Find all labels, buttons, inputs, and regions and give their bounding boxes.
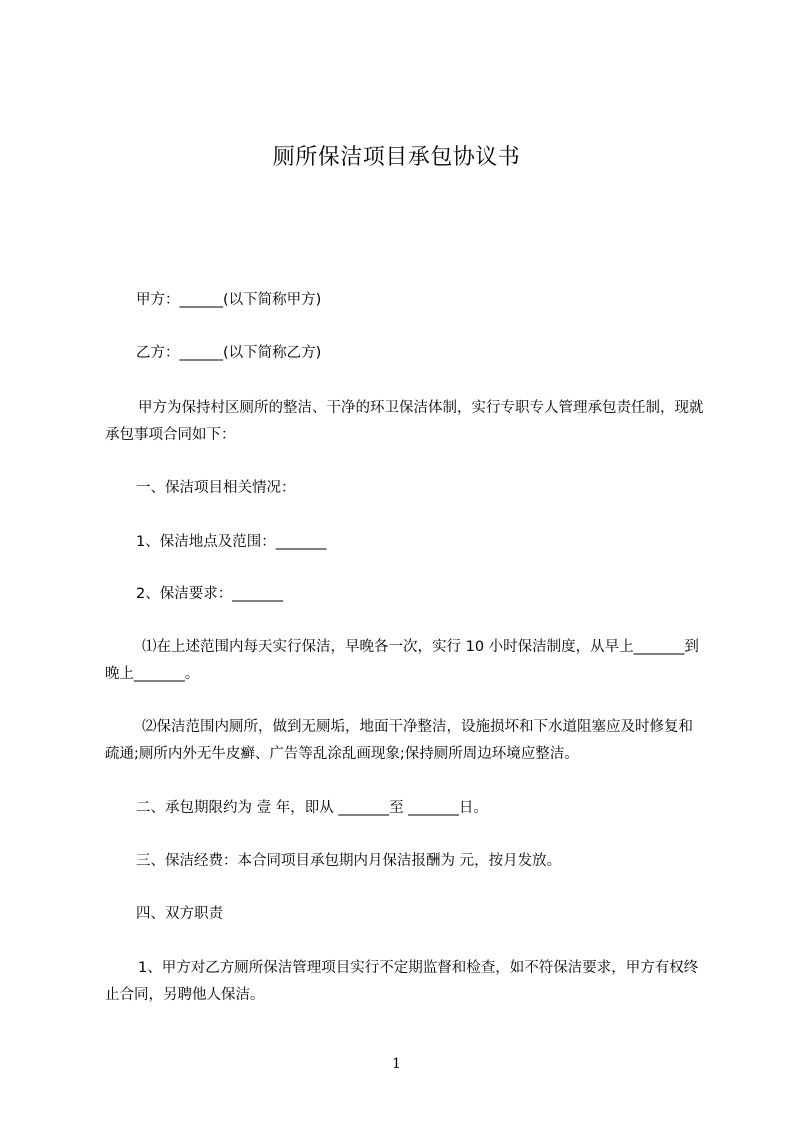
clause-location: 1、保洁地点及范围：_______ [136,534,327,550]
party-b-line: 乙方：______(以下简称乙方) [136,345,322,361]
requirement-item-1: ⑴在上述范围内每天实行保洁，早晚各一次，实行 10 小时保洁制度，从早上_______到晚上_______。 [105,639,699,682]
section-heading-2: 二、承包期限约为 壹 年，即从 _______至 _______日。 [136,800,488,816]
preamble-paragraph: 甲方为保持村区厕所的整洁、干净的环卫保洁体制，实行专职专人管理承包责任制，现就承包事项合同如下： [105,400,704,443]
section-heading-4: 四、双方职责 [136,906,223,922]
requirement-item-2: ⑵保洁范围内厕所，做到无厕垢，地面干净整洁，设施损坏和下水道阻塞应及时修复和疏通;厕所内外无牛皮癣、广告等乱涂乱画现象;保持厕所周边环境应整洁。 [105,719,693,762]
section-heading-1: 一、保洁项目相关情况： [136,480,296,496]
document-title: 厕所保洁项目承包协议书 [272,145,521,170]
duty-item-1: 1、甲方对乙方厕所保洁管理项目实行不定期监督和检查，如不符保洁要求，甲方有权终止合同，另聘他人保洁。 [105,960,699,1003]
section-heading-3: 三、保洁经费：本合同项目承包期内月保洁报酬为 元，按月发放。 [136,853,562,869]
clause-requirements: 2、保洁要求：_______ [136,586,283,602]
page-number: 1 [392,1056,401,1072]
party-a-line: 甲方：______(以下简称甲方) [136,292,322,308]
